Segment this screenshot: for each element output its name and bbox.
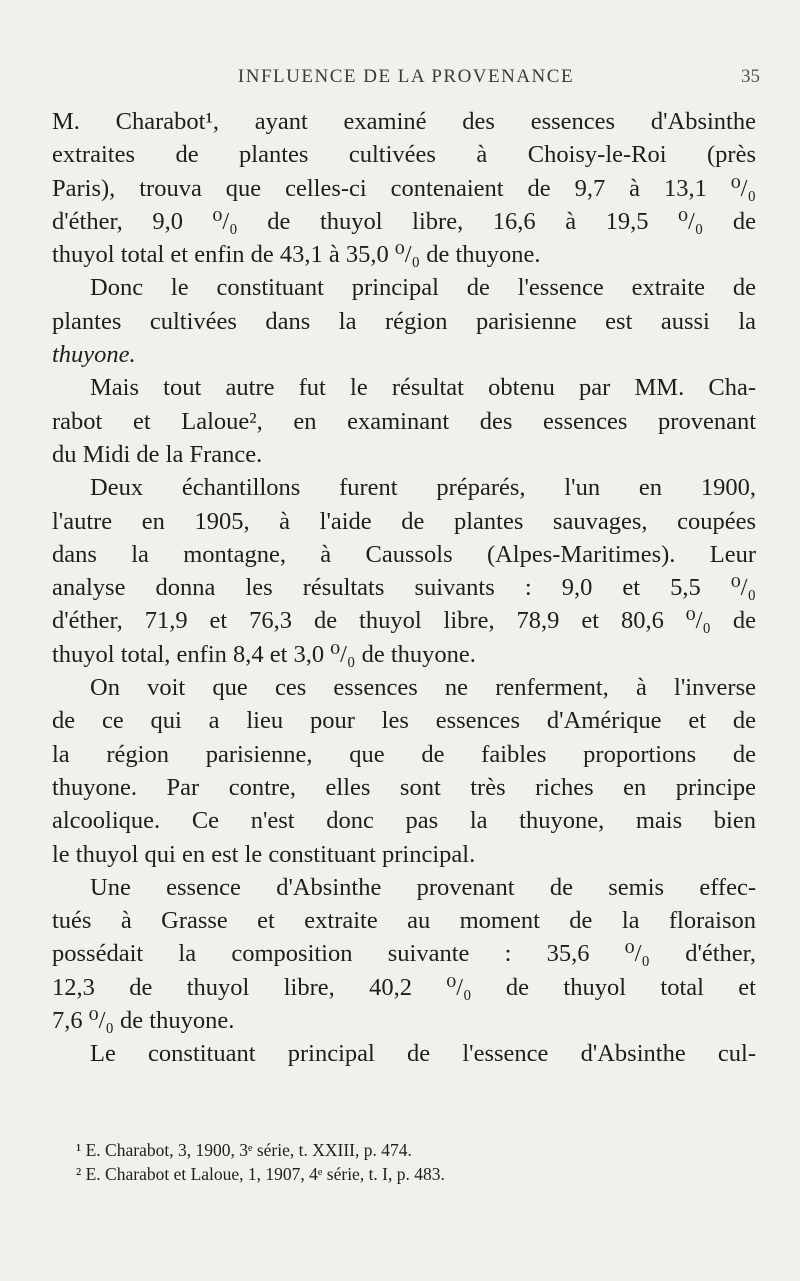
text-line: thuyol total et enfin de 43,1 à 35,0 ⁰/₀ de thuyone. — [52, 241, 541, 269]
text-line: dans la montagne, à Caussols (Alpes-Maritimes). Leur — [52, 540, 756, 568]
text-line: extraites de plantes cultivées à Choisy-le-Roi (près — [52, 141, 756, 169]
text-line: M. Charabot¹, ayant examiné des essences d'Absinthe — [52, 108, 756, 135]
running-head-title: INFLUENCE DE LA PROVENANCE — [237, 66, 575, 87]
body-text — [52, 105, 756, 1071]
text-line: du Midi de la France. — [52, 440, 263, 468]
text-line: tués à Grasse et extraite au moment de la floraison — [52, 907, 756, 935]
text-line: Deux échantillons furent préparés, l'un en 1900, — [90, 474, 756, 502]
text-line: Une essence d'Absinthe provenant de semis effec- — [90, 873, 756, 901]
text-line: On voit que ces essences ne renferment, à l'inverse — [90, 674, 756, 702]
text-line: thuyone. — [52, 341, 136, 369]
page-number: 35 — [741, 66, 760, 87]
text-line: le thuyol qui en est le constituant principal. — [52, 840, 476, 868]
text-line: Mais tout autre fut le résultat obtenu par MM. Cha- — [90, 374, 756, 402]
text-line: d'éther, 71,9 et 76,3 de thuyol libre, 78,9 et 80,6 ⁰/₀ de — [52, 607, 756, 635]
text-line: Donc le constituant principal de l'essence extraite de — [90, 274, 756, 302]
footnote: ² E. Charabot et Laloue, 1, 1907, 4ᵉ série, t. I, p. 483. — [76, 1164, 445, 1184]
text-line: d'éther, 9,0 ⁰/₀ de thuyol libre, 16,6 à 19,5 ⁰/₀ de — [52, 207, 756, 235]
text-line: 12,3 de thuyol libre, 40,2 ⁰/₀ de thuyol total et — [52, 973, 756, 1001]
footnote: ¹ E. Charabot, 3, 1900, 3ᵉ série, t. XXIII, p. 474. — [76, 1140, 412, 1160]
text-line: Paris), trouva que celles-ci contenaient de 9,7 à 13,1 ⁰/₀ — [52, 174, 756, 202]
running-head — [52, 66, 760, 90]
text-line: l'autre en 1905, à l'aide de plantes sauvages, coupées — [52, 507, 756, 535]
text-line: la région parisienne, que de faibles proportions de — [52, 740, 756, 768]
text-line: thuyol total, enfin 8,4 et 3,0 ⁰/₀ de thuyone. — [52, 640, 476, 668]
text-line: de ce qui a lieu pour les essences d'Amérique et de — [52, 707, 756, 735]
text-line: rabot et Laloue², en examinant des essences provenant — [52, 407, 756, 435]
text-line: alcoolique. Ce n'est donc pas la thuyone, mais bien — [52, 807, 756, 835]
text-line: plantes cultivées dans la région parisienne est aussi la — [52, 307, 756, 335]
footnotes — [52, 1138, 756, 1186]
text-line: Le constituant principal de l'essence d'Absinthe cul- — [90, 1040, 756, 1068]
text-line: 7,6 ⁰/₀ de thuyone. — [52, 1007, 235, 1035]
text-line: possédait la composition suivante : 35,6 ⁰/₀ d'éther, — [52, 940, 756, 968]
text-line: analyse donna les résultats suivants : 9,0 et 5,5 ⁰/₀ — [52, 574, 756, 602]
text-line: thuyone. Par contre, elles sont très riches en principe — [52, 773, 756, 801]
